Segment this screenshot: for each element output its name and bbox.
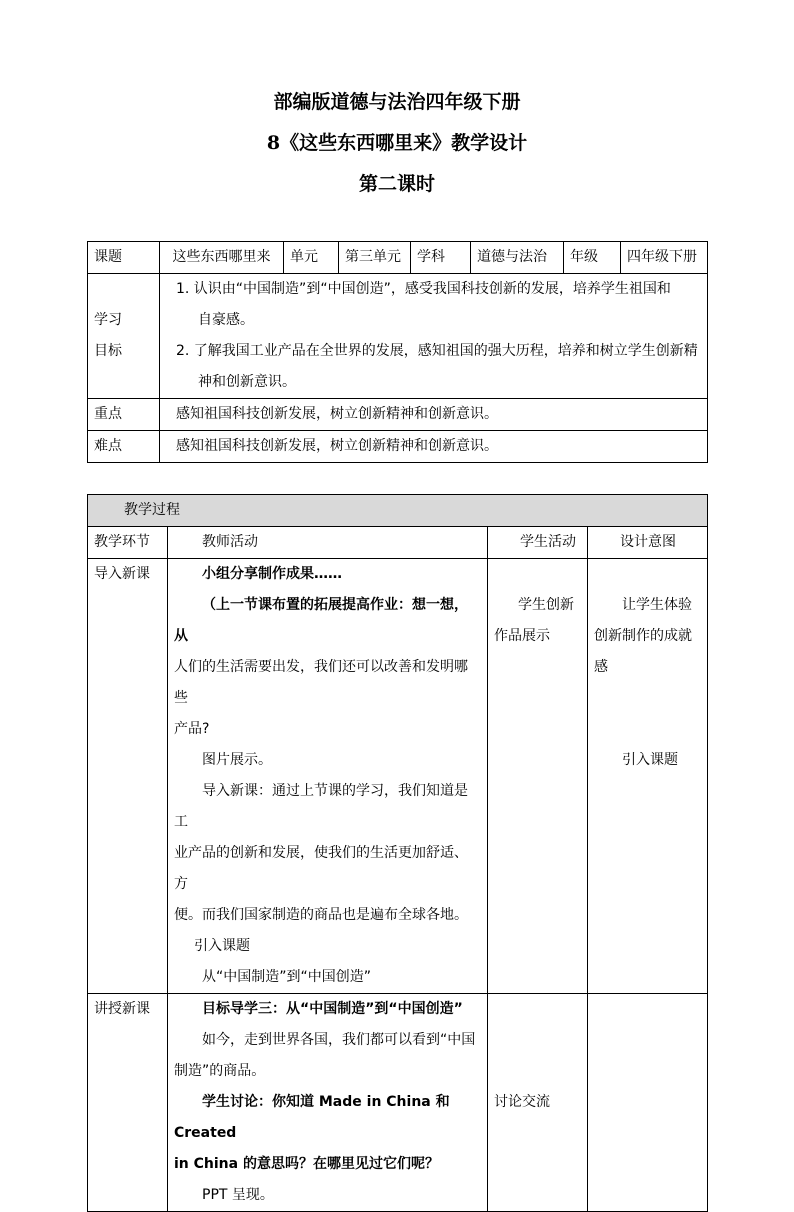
student-activity-teach: [488, 994, 588, 1212]
teacher-line: （上一节课布置的拓展提高作业：想一想，从: [174, 597, 468, 644]
goals-label: [88, 274, 160, 399]
goal-2-line1: 2. 了解我国工业产品在全世界的发展，感知祖国的强大历程，培养和树立学生创新精: [176, 343, 698, 359]
teacher-line: 小组分享制作成果……: [202, 566, 342, 582]
info-row-difficult: [88, 431, 708, 463]
teacher-line: 制造”的商品。: [174, 1063, 266, 1079]
goal-1-line1: 1. 认识由“中国制造”到“中国创造”，感受我国科技创新的发展，培养学生祖国和: [176, 281, 671, 297]
goals-content: [160, 274, 708, 399]
teacher-line: PPT 呈现。: [202, 1187, 274, 1203]
teacher-line: 学生讨论：你知道 Made in China 和 Created: [174, 1094, 450, 1141]
teacher-line: 从“中国制造”到“中国创造”: [202, 969, 372, 985]
difficult-label: 难点: [88, 431, 160, 463]
header-stage: 教学环节: [88, 527, 168, 559]
key-label: 重点: [88, 399, 160, 431]
grade-label: 年级: [564, 242, 621, 274]
info-row-basic: [88, 242, 708, 274]
teacher-line: 如今，走到世界各国，我们都可以看到“中国: [202, 1032, 476, 1048]
intent-line: 引入课题: [622, 752, 678, 768]
teacher-line: 引入课题: [194, 938, 250, 954]
difficult-value: 感知祖国科技创新发展，树立创新精神和创新意识。: [160, 431, 708, 463]
teacher-line: 便。而我们国家制造的商品也是遍布全球各地。: [174, 907, 468, 923]
intent-line: 创新制作的成就: [594, 628, 692, 644]
teacher-activity-intro: [168, 559, 488, 994]
teacher-line: 图片展示。: [202, 752, 272, 768]
teacher-line: 目标导学三：从“中国制造”到“中国创造”: [202, 1001, 463, 1017]
teacher-line: 业产品的创新和发展，使我们的生活更加舒适、方: [174, 845, 468, 892]
unit-label: 单元: [284, 242, 339, 274]
process-row-teach: [88, 994, 708, 1212]
process-title: 教学过程: [88, 495, 708, 527]
student-line: 作品展示: [494, 628, 550, 644]
title-block: [0, 82, 794, 205]
teacher-line: in China 的意思吗？在哪里见过它们呢？: [174, 1156, 439, 1172]
process-title-row: [88, 495, 708, 527]
info-row-goals: [88, 274, 708, 399]
subject-value: 道德与法治: [471, 242, 564, 274]
goals-label-line1: 学习: [94, 312, 122, 328]
student-line: 讨论交流: [494, 1094, 550, 1110]
design-intent-intro: [588, 559, 708, 994]
goal-2-line2: 神和创新意识。: [198, 374, 296, 390]
key-value: 感知祖国科技创新发展，树立创新精神和创新意识。: [160, 399, 708, 431]
grade-value: 四年级下册: [621, 242, 708, 274]
goals-label-line2: 目标: [94, 343, 122, 359]
header-teacher: 教师活动: [168, 527, 488, 559]
teacher-line: 导入新课：通过上节课的学习，我们知道是工: [174, 783, 468, 830]
goal-1-line2: 自豪感。: [198, 312, 254, 328]
header-intent: 设计意图: [588, 527, 708, 559]
topic-value: 这些东西哪里来: [160, 242, 284, 274]
stage-intro: 导入新课: [88, 559, 168, 994]
teacher-activity-teach: [168, 994, 488, 1212]
student-activity-intro: [488, 559, 588, 994]
process-header-row: [88, 527, 708, 559]
header-student: 学生活动: [488, 527, 588, 559]
intent-line: 感: [594, 659, 608, 675]
info-table: [87, 241, 708, 463]
process-row-intro: [88, 559, 708, 994]
teacher-line: 产品?: [174, 721, 210, 737]
topic-label: 课题: [88, 242, 160, 274]
doc-subtitle: 8《这些东西哪里来》教学设计: [266, 132, 528, 154]
process-table: [87, 494, 708, 1212]
unit-value: 第三单元: [339, 242, 411, 274]
intent-line: 让学生体验: [622, 597, 692, 613]
subject-label: 学科: [411, 242, 471, 274]
info-row-key: [88, 399, 708, 431]
student-line: 学生创新: [518, 597, 574, 613]
design-intent-teach: [588, 994, 708, 1212]
teacher-line: 人们的生活需要出发，我们还可以改善和发明哪些: [174, 659, 468, 706]
lesson-period: 第二课时: [358, 173, 435, 195]
stage-teach: 讲授新课: [88, 994, 168, 1212]
doc-title: 部编版道德与法治四年级下册: [273, 91, 521, 113]
